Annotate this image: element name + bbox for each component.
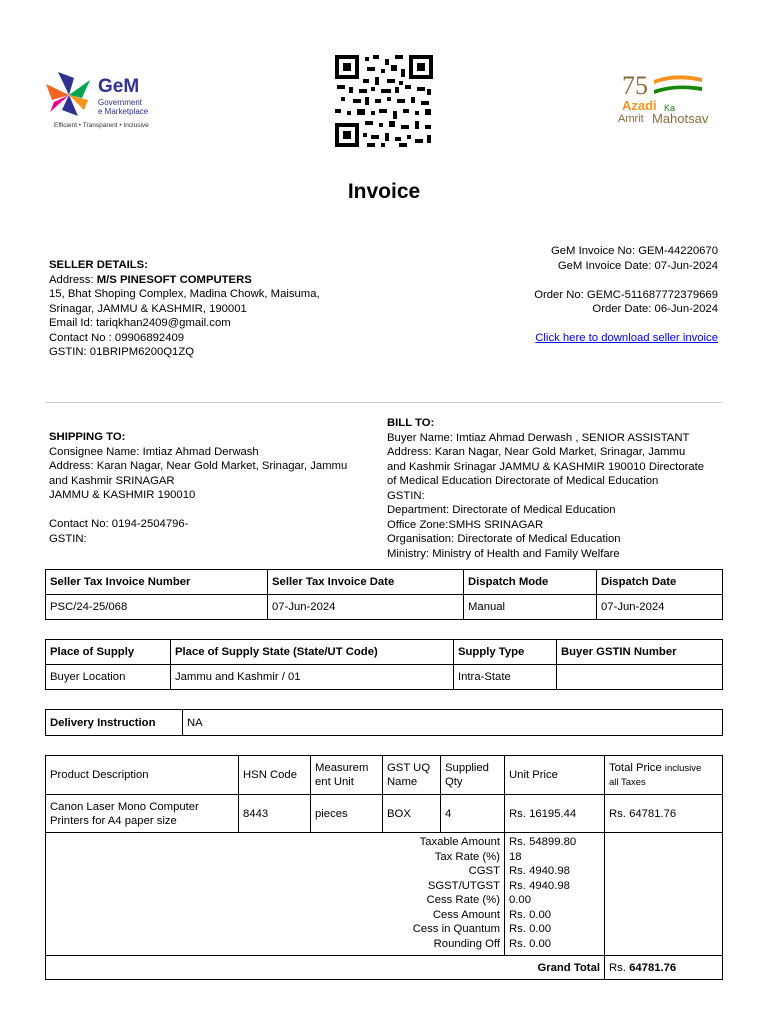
gem-logo-line1: Government	[98, 98, 143, 107]
bill-buyer: Buyer Name: Imtiaz Ahmad Derwash , SENIOR ASSISTANT	[387, 431, 690, 444]
table-cell: PSC/24-25/068	[46, 595, 268, 620]
table-header-cell: Seller Tax Invoice Number	[46, 570, 268, 595]
tax-row-label: Tax Rate (%)	[434, 850, 500, 863]
table-row	[46, 595, 723, 620]
delivery-instruction-value: NA	[183, 710, 723, 736]
tax-label-list	[50, 835, 500, 951]
bill-heading: BILL TO:	[387, 417, 435, 429]
header-unit-price: Unit Price	[505, 756, 605, 795]
product-uq: BOX	[383, 795, 441, 833]
gem-logo-tagline: Efficient • Transparent • Inclusive	[54, 122, 149, 129]
tax-row-label: CGST	[468, 865, 500, 877]
gem-invoice-no: GeM Invoice No: GEM-44220670	[550, 245, 718, 257]
tax-row-value: Rs. 0.00	[509, 937, 552, 950]
table-cell: 07-Jun-2024	[597, 595, 723, 620]
svg-text:75: 75	[622, 71, 648, 100]
gem-logo	[44, 70, 164, 132]
tax-row-value: Rs. 4940.98	[509, 879, 570, 892]
header-supplied-qty	[441, 756, 505, 795]
table-header-cell: Dispatch Mode	[464, 570, 597, 595]
tax-values	[505, 833, 605, 956]
product-table	[45, 755, 723, 980]
bill-department: Department: Directorate of Medical Education	[387, 504, 616, 516]
tax-row-value: Rs. 4940.98	[509, 865, 570, 877]
table-header-cell: Seller Tax Invoice Date	[268, 570, 464, 595]
delivery-instruction-label: Delivery Instruction	[46, 710, 183, 736]
azadi-logo-icon	[620, 70, 710, 100]
tax-row-label: Cess in Quantum	[412, 923, 500, 935]
header-total-inclusive: inclusive	[664, 762, 702, 774]
grand-total-amount: 64781.76	[629, 961, 677, 974]
bill-to-details	[387, 416, 704, 561]
product-qty: 4	[441, 795, 505, 833]
tax-row-label: Taxable Amount	[419, 836, 500, 848]
bill-address-1: Address: Karan Nagar, Near Gold Market, Srinagar, Jammu	[387, 446, 686, 458]
azadi-logo-line2: Amrit	[618, 113, 644, 125]
seller-heading: SELLER DETAILS:	[49, 259, 148, 271]
dispatch-table	[45, 569, 723, 620]
grand-total-prefix: Rs.	[609, 961, 630, 974]
table-cell: Jammu and Kashmir / 01	[171, 665, 454, 690]
seller-gstin: GSTIN: 01BRIPM6200Q1ZQ	[49, 346, 195, 358]
download-seller-invoice-link[interactable]: Click here to download seller invoice	[535, 332, 718, 344]
shipping-heading: SHIPPING TO:	[49, 431, 126, 443]
header-supplied-line1: Supplied	[445, 762, 489, 774]
grand-total-label: Grand Total	[46, 956, 605, 980]
shipping-details	[49, 430, 347, 546]
shipping-address-1: Address: Karan Nagar, Near Gold Market, Srinagar, Jammu	[49, 460, 348, 472]
header-total-price	[605, 756, 723, 795]
header-product-description: Product Description	[46, 756, 239, 795]
table-cell	[557, 665, 723, 690]
tax-empty-cell	[605, 833, 723, 956]
table-header-cell: Place of Supply	[46, 640, 171, 665]
product-total: Rs. 64781.76	[605, 795, 723, 833]
tax-row-label: Rounding Off	[433, 937, 500, 950]
grand-total-value	[605, 956, 723, 980]
tax-row-value: 18	[509, 850, 522, 863]
tax-row-label: SGST/UTGST	[427, 879, 500, 892]
tax-row-label: Cess Rate (%)	[426, 894, 500, 906]
product-description-line1: Canon Laser Mono Computer	[50, 800, 199, 813]
product-description-line2: Printers for A4 paper size	[50, 814, 177, 827]
tax-breakdown-row	[46, 833, 723, 956]
bill-organisation: Organisation: Directorate of Medical Education	[387, 533, 621, 545]
seller-contact: Contact No : 09906892409	[49, 331, 185, 344]
shipping-gstin: GSTIN:	[49, 532, 87, 545]
header-hsn-code: HSN Code	[239, 756, 311, 795]
table-header-row	[46, 640, 723, 665]
section-divider	[45, 402, 722, 403]
bill-ministry: Ministry: Ministry of Health and Family Welfare	[387, 547, 620, 560]
table-row	[46, 795, 723, 833]
table-row	[46, 665, 723, 690]
product-description	[46, 795, 239, 833]
table-header-cell: Place of Supply State (State/UT Code)	[171, 640, 454, 665]
header-total-line1: Total Price	[609, 761, 662, 774]
bill-address-3: of Medical Education Directorate of Medical Education	[387, 475, 659, 487]
azadi-logo-line1: Azadi	[622, 98, 657, 113]
bill-gstin: GSTIN:	[387, 489, 425, 502]
tax-row-value: 0.00	[509, 894, 531, 906]
seller-address-line	[49, 273, 320, 288]
azadi-logo-line3: Mahotsav	[652, 111, 709, 126]
seller-company: M/S PINESOFT COMPUTERS	[96, 273, 252, 286]
tax-labels	[46, 833, 505, 956]
azadi-logo	[618, 70, 728, 130]
tax-row-value: Rs. 0.00	[509, 923, 552, 935]
tax-row-value: Rs. 54899.80	[509, 836, 577, 848]
header-measurement-line1: Measurem	[315, 762, 369, 774]
invoice-title: Invoice	[347, 180, 421, 203]
shipping-consignee: Consignee Name: Imtiaz Ahmad Derwash	[49, 445, 259, 458]
azadi-logo-ka: Ka	[664, 103, 676, 113]
table-header-cell: Dispatch Date	[597, 570, 723, 595]
bill-office-zone: Office Zone:SMHS SRINAGAR	[387, 518, 544, 531]
table-cell: Intra-State	[454, 665, 557, 690]
seller-address-1: 15, Bhat Shoping Complex, Madina Chowk, Maisuma,	[49, 288, 320, 300]
product-unit: pieces	[311, 795, 383, 833]
seller-email: Email Id: tariqkhan2409@gmail.com	[49, 317, 231, 329]
gem-invoice-date: GeM Invoice Date: 07-Jun-2024	[557, 259, 718, 272]
gem-logo-line2: e Marketplace	[98, 107, 149, 116]
table-header-cell: Supply Type	[454, 640, 557, 665]
table-header-row	[46, 570, 723, 595]
order-date: Order Date: 06-Jun-2024	[592, 303, 718, 315]
invoice-meta	[534, 244, 718, 346]
bill-address-2: and Kashmir Srinagar JAMMU & KASHMIR 190010 Directorate	[387, 460, 705, 473]
header-gst-uq-line2: Name	[387, 776, 418, 788]
table-cell: 07-Jun-2024	[268, 595, 464, 620]
supply-table	[45, 639, 723, 690]
shipping-address-3: JAMMU & KASHMIR 190010	[49, 489, 196, 501]
product-unit-price: Rs. 16195.44	[505, 795, 605, 833]
header-supplied-line2: Qty	[445, 776, 463, 788]
gem-logo-icon	[44, 70, 94, 120]
tax-row-value: Rs. 0.00	[509, 908, 552, 921]
tax-row-label: Cess Amount	[432, 908, 500, 921]
table-cell: Manual	[464, 595, 597, 620]
delivery-table	[45, 709, 723, 736]
tax-value-list	[509, 835, 600, 951]
qr-code	[335, 55, 433, 147]
table-header-row	[46, 756, 723, 795]
shipping-contact: Contact No: 0194-2504796-	[49, 518, 189, 530]
table-row	[46, 710, 723, 736]
table-header-cell: Buyer GSTIN Number	[557, 640, 723, 665]
product-hsn: 8443	[239, 795, 311, 833]
header-measurement-line2: ent Unit	[315, 776, 354, 788]
shipping-address-2: and Kashmir SRINAGAR	[49, 474, 175, 487]
header-gst-uq-name	[383, 756, 441, 795]
seller-details	[49, 258, 320, 360]
header-gst-uq-line1: GST UQ	[387, 762, 431, 774]
grand-total-row	[46, 956, 723, 980]
order-no: Order No: GEMC-511687772379669	[534, 288, 718, 301]
table-cell: Buyer Location	[46, 665, 171, 690]
seller-address-label: Address:	[49, 273, 97, 286]
gem-logo-name: GeM	[98, 76, 140, 97]
seller-address-2: Srinagar, JAMMU & KASHMIR, 190001	[49, 302, 247, 315]
header-total-line2: all Taxes	[609, 776, 646, 788]
header-measurement-unit	[311, 756, 383, 795]
